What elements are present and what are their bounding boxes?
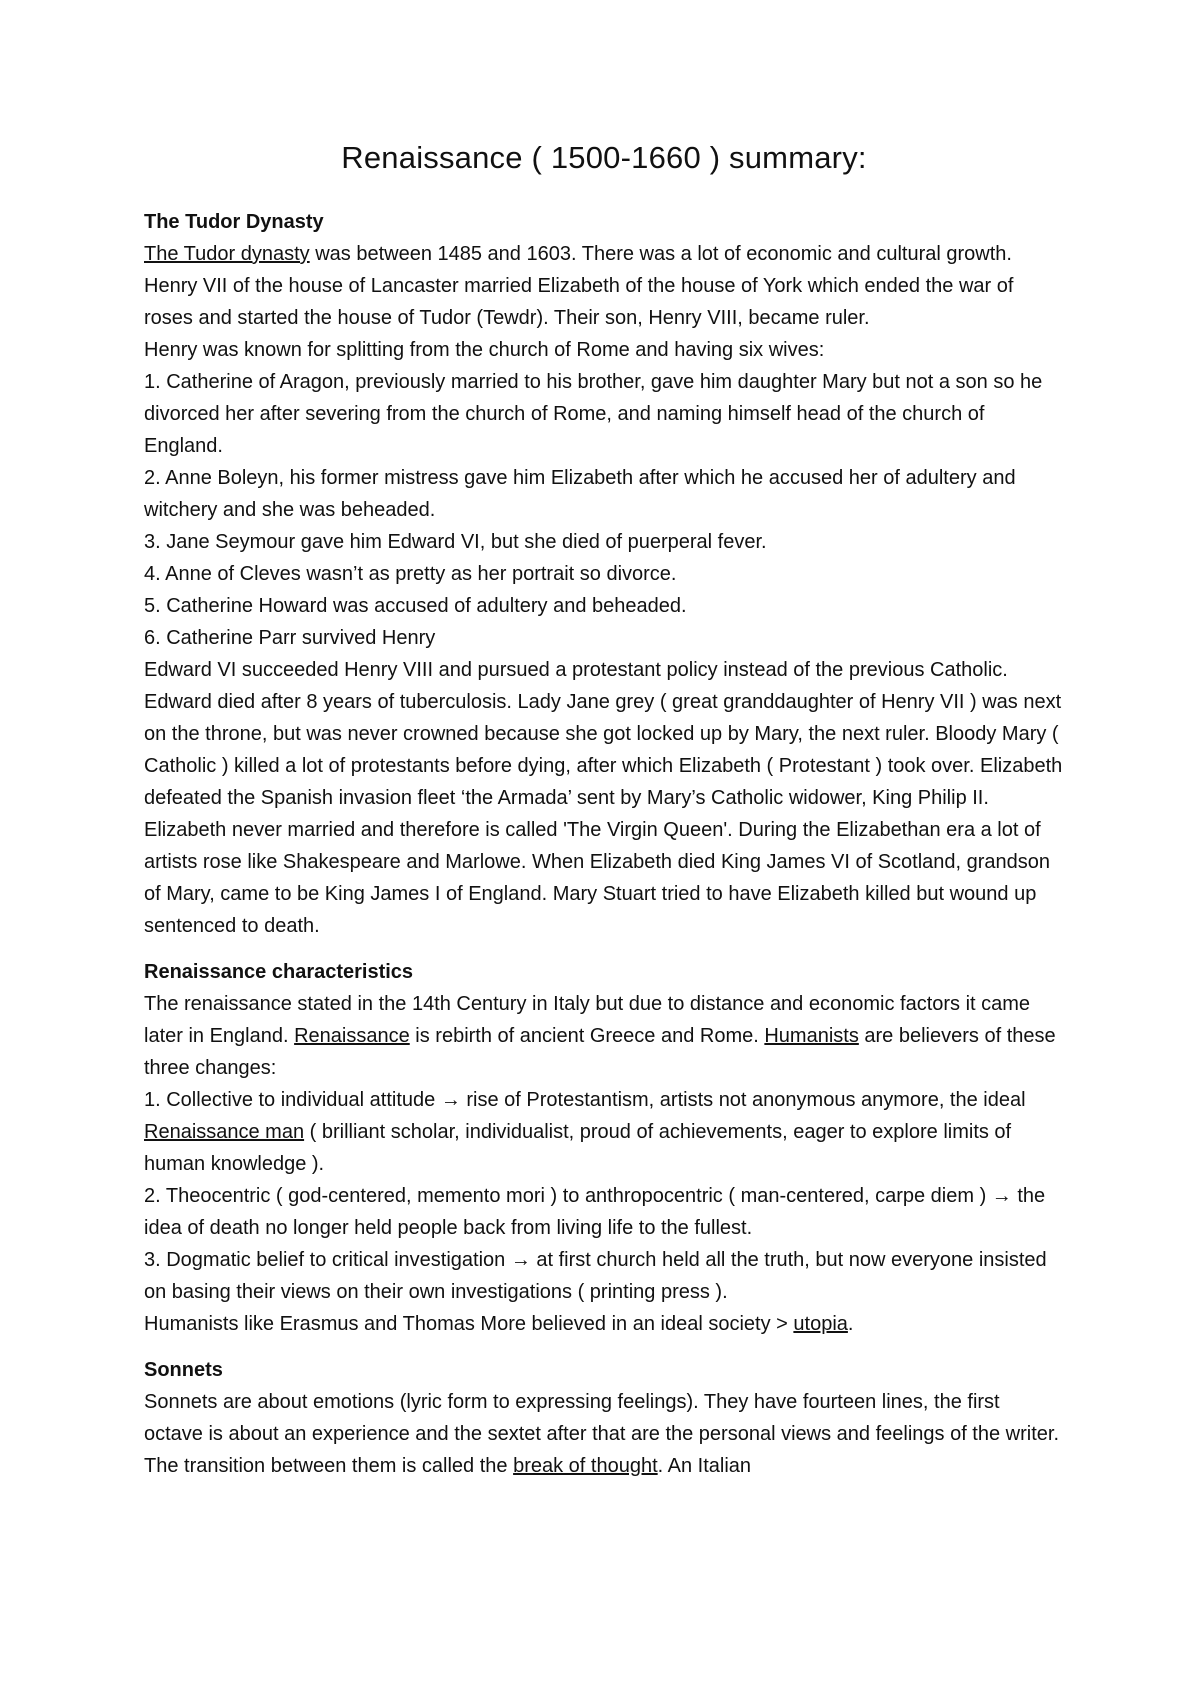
section-gap bbox=[144, 1340, 1064, 1354]
paragraph-text: . bbox=[847, 1313, 854, 1335]
change-item-1 bbox=[144, 1084, 1064, 1180]
underlined-term: The Tudor dynasty bbox=[144, 243, 310, 265]
tudor-paragraph-4: Edward VI succeeded Henry VIII and pursued a protestant policy instead of the previous Catholic. Edward died after 8 years of tuberculosis. Lady Jane grey ( great granddaughter of Henry VII ) was next on the throne, but was never crowned because she got locked up by Mary, the next ruler. Bloody Mary ( Catholic ) killed a lot of protestants before dying, after which Elizabeth ( Protestant ) took over. Elizabeth defeated the Spanish invasion fleet ‘the Armada’ sent by Mary’s Catholic widower, King Philip II. bbox=[144, 659, 1063, 809]
paragraph-text: is rebirth of ancient Greece and Rome. bbox=[409, 1025, 765, 1047]
tudor-paragraph-5: Elizabeth never married and therefore is called 'The Virgin Queen'. During the Elizabethan era a lot of artists rose like Shakespeare and Marlowe. When Elizabeth died King James VI of Scotland, grandson of Mary, came to be King James I of England. Mary Stuart tried to have Elizabeth killed but wound up sentenced to death. bbox=[144, 819, 1051, 937]
paragraph-text: 1. Collective to individual attitude → rise of Protestantism, artists not anonymous anymore, the ideal bbox=[144, 1089, 1026, 1111]
wife-item-4: 4. Anne of Cleves wasn’t as pretty as her portrait so divorce. bbox=[144, 563, 677, 585]
tudor-paragraph-2: Henry VII of the house of Lancaster married Elizabeth of the house of York which ended the war of roses and started the house of Tudor (Tewdr). Their son, Henry VIII, became ruler. bbox=[144, 275, 1014, 329]
paragraph-text: Sonnets are about emotions (lyric form to expressing feelings). They have fourteen lines, the first octave is about an experience and the sextet after that are the personal views and feelings of the writer. The transition between them is called the bbox=[144, 1391, 1059, 1477]
section-gap bbox=[144, 942, 1064, 956]
characteristics-paragraph-1 bbox=[144, 988, 1064, 1084]
section-tudor bbox=[144, 206, 1064, 942]
characteristics-paragraph-2 bbox=[144, 1308, 1064, 1340]
wife-item-2: 2. Anne Boleyn, his former mistress gave him Elizabeth after which he accused her of adultery and witchery and she was beheaded. bbox=[144, 467, 1016, 521]
wife-item-3: 3. Jane Seymour gave him Edward VI, but she died of puerperal fever. bbox=[144, 531, 767, 553]
paragraph-text: ( brilliant scholar, individualist, proud of achievements, eager to explore limits of human knowledge ). bbox=[144, 1121, 1012, 1175]
paragraph-text: . An Italian bbox=[657, 1455, 752, 1477]
underlined-term: Renaissance bbox=[294, 1025, 410, 1047]
section-sonnets bbox=[144, 1354, 1064, 1482]
underlined-term: Humanists bbox=[764, 1025, 859, 1047]
tudor-paragraph-3: Henry was known for splitting from the church of Rome and having six wives: bbox=[144, 339, 825, 361]
section-heading-tudor: The Tudor Dynasty bbox=[144, 211, 324, 233]
paragraph-text: was between 1485 and 1603. There was a lot of economic and cultural growth. bbox=[309, 243, 1012, 265]
tudor-paragraph-1 bbox=[144, 238, 1064, 270]
sonnets-paragraph-1 bbox=[144, 1386, 1064, 1482]
section-heading-sonnets: Sonnets bbox=[144, 1359, 223, 1381]
underlined-term: utopia bbox=[793, 1313, 848, 1335]
change-item-2: 2. Theocentric ( god-centered, memento mori ) to anthropocentric ( man-centered, carpe diem ) → the idea of death no longer held people back from living life to the fullest. bbox=[144, 1185, 1046, 1239]
underlined-term: break of thought bbox=[513, 1455, 658, 1477]
paragraph-text: Humanists like Erasmus and Thomas More believed in an ideal society > bbox=[144, 1313, 794, 1335]
page-title: Renaissance ( 1500-1660 ) summary: bbox=[341, 140, 867, 175]
document-page bbox=[144, 140, 1064, 1482]
section-characteristics bbox=[144, 956, 1064, 1340]
wife-item-6: 6. Catherine Parr survived Henry bbox=[144, 627, 436, 649]
paragraph-text: are believers of these three changes: bbox=[144, 1025, 1056, 1079]
change-item-3: 3. Dogmatic belief to critical investigation → at first church held all the truth, but now everyone insisted on basing their views on their own investigations ( printing press ). bbox=[144, 1249, 1047, 1303]
section-heading-characteristics: Renaissance characteristics bbox=[144, 961, 414, 983]
wife-item-5: 5. Catherine Howard was accused of adultery and beheaded. bbox=[144, 595, 687, 617]
paragraph-text: The renaissance stated in the 14th Century in Italy but due to distance and economic factors it came later in England. bbox=[144, 993, 1031, 1047]
wife-item-1: 1. Catherine of Aragon, previously married to his brother, gave him daughter Mary but not a son so he divorced her after severing from the church of Rome, and naming himself head of the church of England. bbox=[144, 371, 1043, 457]
underlined-term: Renaissance man bbox=[144, 1121, 305, 1143]
